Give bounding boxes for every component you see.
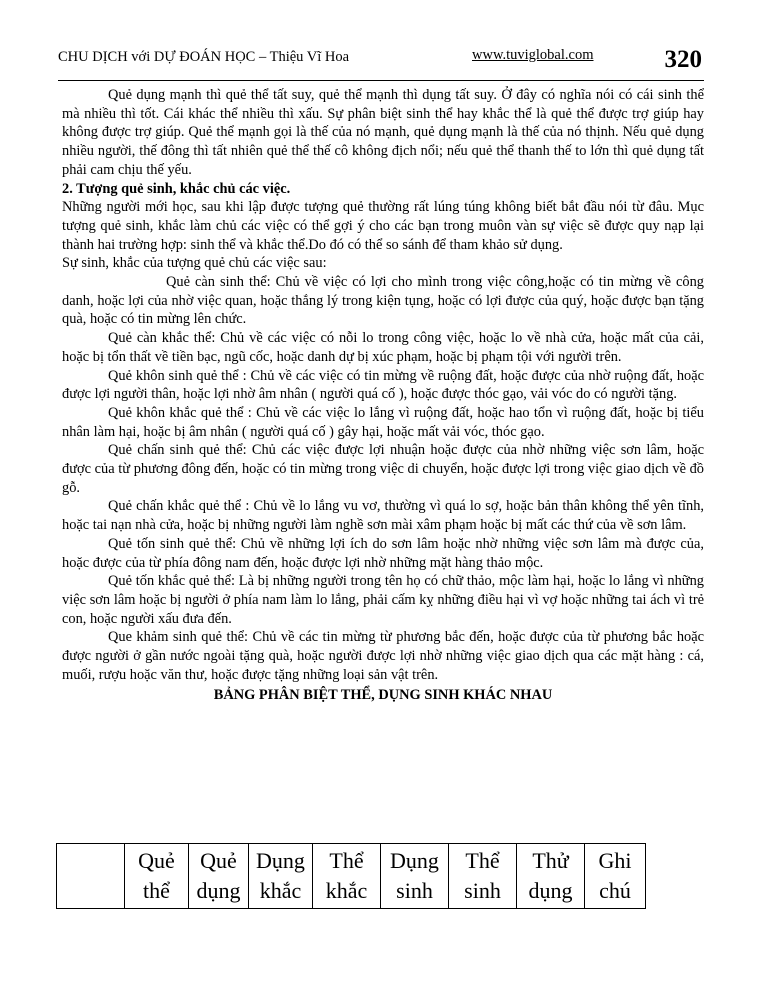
paragraph: Quẻ càn khắc thể: Chủ về các việc có nỗi lo trong công việc, hoặc lo về nhà cửa, hoặc mất của cải, hoặc bị tổn thất về tiền bạc, ngũ cốc, hoặc danh dự bị xúc phạm, hoặc bị phạm tội với người trên.: [62, 330, 704, 365]
header-line: Quẻ: [200, 848, 237, 873]
header-line: thể: [143, 878, 170, 903]
paragraph: Quẻ chấn khắc quẻ thể : Chủ về lo lắng vu vơ, thường vì quá lo sợ, hoặc bản thân không thể yên tĩnh, hoặc tai nạn nhà cửa, hoặc bị những người làm nghề sơn mài xâm phạm hoặc bị mất các thứ của về sơn lâm.: [62, 498, 704, 534]
paragraph: Quẻ dụng mạnh thì quẻ thể tất suy, quẻ thể mạnh thì dụng tất suy. Ở đây có nghĩa nói có cái sinh thể mà nhiều thì tốt. Cái khác thể nhiều thì xấu. Sự phân biệt sinh thể hay khắc thể là quẻ thể được trợ giúp hay không được trợ giúp. Quẻ thể mạnh gọi là thế của nó mạnh, quẻ dụng mạnh là thế của nó thịnh. Nếu quẻ dụng nhiều người, thế đông thì tất nhiên quẻ thể thế cô không địch nổi; nếu quẻ thể thanh thế to lớn thì quẻ dụng tất phải cam chịu thế yếu.: [62, 87, 704, 178]
paragraph: Sự sinh, khắc của tượng quẻ chủ các việc sau:: [62, 255, 327, 272]
paragraph: Những người mới học, sau khi lập được tượng quẻ thường rất lúng túng không biết bắt đầu nói từ đâu. Mục tượng quẻ sinh, khắc làm chủ các việc có thể gợi ý cho các bạn trong muôn vàn sự việc sẽ được quy nạp lại thành hai trường hợp: sinh thể và khắc thể.Do đó có thể so sánh để tham khảo sử dụng.: [62, 199, 704, 253]
table-header-row: [57, 844, 646, 909]
paragraph: Que khảm sinh quẻ thể: Chủ về các tin mừng từ phương bắc đến, hoặc được của từ phương bắc hoặc được người ở gần nước ngoài tặng quà, hoặc người được lợi nhờ những việc giao dịch qua các mặt hàng : cá, muối, rượu hoặc văn thư, hoặc được tặng những loại sản vật trên.: [62, 629, 704, 683]
paragraph: Quẻ càn sinh thể: Chủ về việc có lợi cho mình trong việc công,hoặc có tin mừng về công danh, hoặc lợi của nhờ việc quan, hoặc thắng lý trong kiện tụng, hoặc có lợi được của quý, hoặc được bạn tặng quà, hoặc có tin mừng lên chức.: [62, 274, 704, 328]
table-header-cell: [189, 844, 249, 909]
paragraph: Quẻ khôn sinh quẻ thể : Chủ về các việc có tin mừng về ruộng đất, hoặc được của nhờ ruộng đất, hoặc được lợi người thân, hoặc lợi nhờ âm nhân ( người quá cố ), hoặc được thóc gạo, vải vóc do có người tặng.: [62, 367, 704, 403]
header-line: Thử: [532, 848, 569, 873]
table-header-cell: [585, 844, 646, 909]
paragraph: Quẻ khôn khắc quẻ thể : Chủ về các việc lo lắng vì ruộng đất, hoặc hao tổn vì ruộng đất, hoặc bị tiểu nhân làm hại, hoặc bị âm nhân ( người quá cố ) gây hại, hoặc mất vải vóc, thóc gạo.: [62, 404, 704, 440]
table-header-cell: [313, 844, 381, 909]
page-number: 320: [664, 46, 702, 73]
header-line: Ghi: [598, 848, 632, 873]
header-line: khắc: [259, 878, 302, 903]
table-header-cell: [517, 844, 585, 909]
table-header-cell: [449, 844, 517, 909]
website-link[interactable]: www.tuviglobal.com: [472, 47, 594, 63]
section-heading: 2. Tượng quẻ sinh, khắc chủ các việc.: [62, 180, 291, 197]
header-line: chú: [599, 878, 631, 903]
header-line: Thể: [329, 848, 364, 873]
header-line: sinh: [396, 878, 433, 903]
table-title: BẢNG PHÂN BIỆT THỂ, DỤNG SINH KHÁC NHAU: [213, 686, 553, 703]
header-line: sinh: [464, 878, 501, 903]
paragraph: Quẻ chấn sinh quẻ thể: Chủ các việc được lợi nhuận hoặc được của nhờ những việc sơn lâm, hoặc được của từ phương đông đến, hoặc có tin mừng trong việc di chuyển, hoặc được lợi trong việc giao dịch về đồ gỗ.: [62, 442, 704, 496]
header-line: dụng: [196, 878, 241, 903]
book-title: CHU DỊCH với DỰ ĐOÁN HỌC – Thiệu Vĩ Hoa: [58, 49, 350, 65]
paragraph: Quẻ tốn khắc quẻ thể: Là bị những người trong tên họ có chữ thảo, mộc làm hại, hoặc lo lắng vì những việc sơn lâm hoặc bị người ở phía nam làm lo lắng, phải cấm kỵ những điều hại vì vợ hoặc những tai ách vì trẻ con, hoặc người xấu đưa đến.: [62, 573, 704, 627]
comparison-table: [56, 843, 646, 909]
header-line: dụng: [528, 878, 573, 903]
paragraph: Quẻ tốn sinh quẻ thể: Chủ về những lợi ích do sơn lâm hoặc nhờ những việc sơn lâm mà được của, hoặc được của từ phía đông nam đến, hoặc được lợi nhờ những mặt hàng thảo mộc.: [62, 535, 704, 571]
header-line: khắc: [325, 878, 368, 903]
page-header: [58, 44, 704, 81]
table-header-cell: [125, 844, 189, 909]
header-line: Dụng: [256, 848, 305, 873]
page-content: [62, 86, 704, 704]
header-line: Quẻ: [138, 848, 175, 873]
table-header-cell-empty: [57, 844, 125, 909]
header-line: Dụng: [390, 848, 439, 873]
table-header-cell: [381, 844, 449, 909]
header-line: Thể: [465, 848, 500, 873]
table-header-cell: [249, 844, 313, 909]
